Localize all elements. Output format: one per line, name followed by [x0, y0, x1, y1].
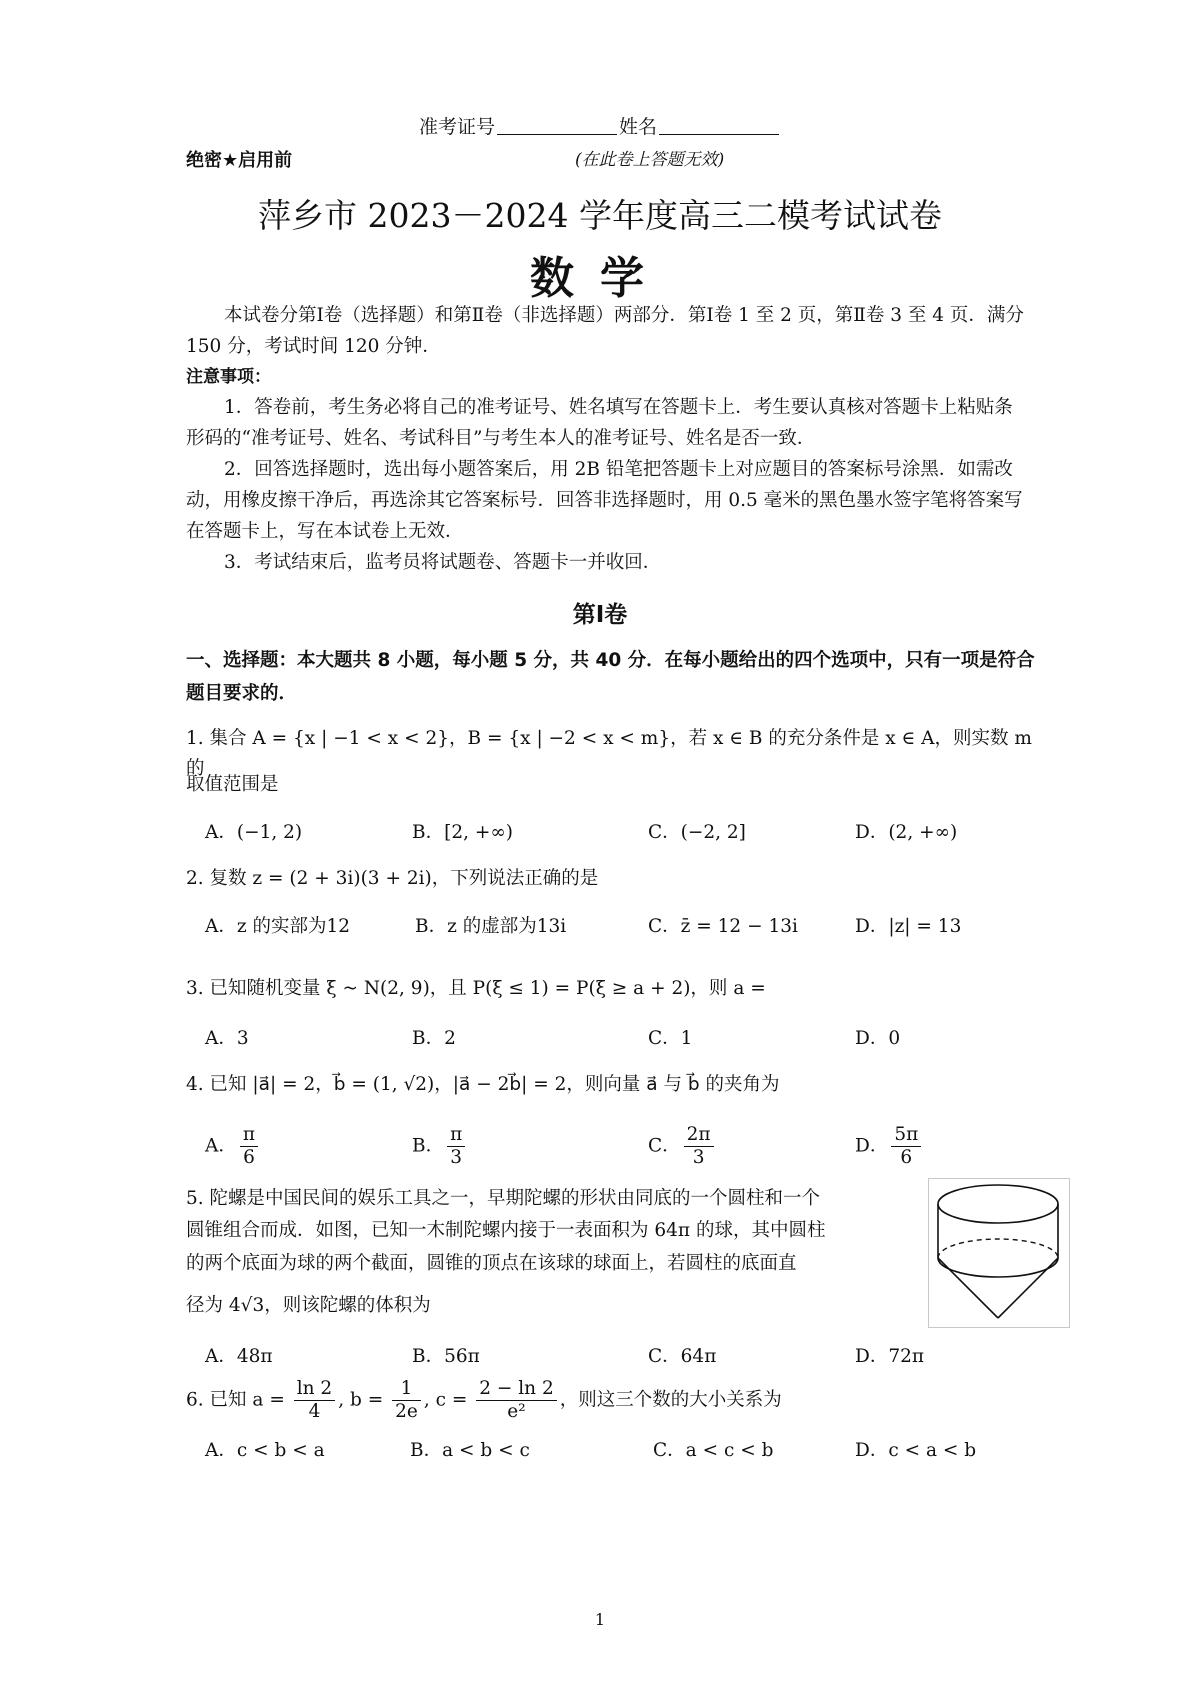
note-item-3: 3．考试结束后，监考员将试题卷、答题卡一并收回．	[224, 552, 662, 573]
option-b: B．56π	[412, 1346, 480, 1367]
note-item-2: 2．回答选择题时，选出每小题答案后，用 2B 铅笔把答题卡上对应题目的答案标号涂黑．如需改动，用橡皮擦干净后，再选涂其它答案标号．回答非选择题时，用 0.5 毫米的黑色墨水签字笔将答案写在答题卡上，写在本试卷上无效．	[186, 459, 1023, 542]
option-fraction	[447, 1124, 465, 1169]
stem-suffix: ，则这三个数的大小关系为	[559, 1389, 782, 1411]
cone-right-edge	[998, 1258, 1058, 1318]
question-3-stem: 3. 已知随机变量 ξ ~ N(2, 9)，且 P(ξ ≤ 1) = P(ξ ≥ a + 2)，则 a =	[186, 978, 766, 999]
option-c: C．64π	[648, 1346, 717, 1367]
b-label: , b =	[338, 1389, 384, 1411]
option-b: B．2	[412, 1028, 456, 1049]
option-label: C．	[648, 1135, 681, 1157]
question-6-stem	[186, 1378, 1036, 1423]
question-3-options	[205, 1024, 1035, 1056]
page-number: 1	[594, 1610, 606, 1629]
stem-prefix: 6. 已知 a =	[186, 1389, 285, 1411]
question-2-stem: 2. 复数 z = (2 + 3i)(3 + 2i)，下列说法正确的是	[186, 868, 599, 889]
option-c: C．a < c < b	[653, 1440, 774, 1461]
option-label: B．	[412, 1135, 445, 1157]
section-heading: 一、选择题：本大题共 8 小题，每小题 5 分，共 40 分．在每小题给出的四个选项中，只有一项是符合题目要求的．	[186, 650, 1035, 704]
fraction-b	[392, 1378, 421, 1423]
c-label: , c =	[423, 1389, 468, 1411]
spinning-top-figure	[928, 1178, 1070, 1328]
question-4-options	[205, 1124, 1035, 1180]
question-1-options	[205, 818, 1035, 850]
option-b: B．z 的虚部为13i	[415, 916, 567, 937]
option-d: D．c < a < b	[855, 1440, 977, 1461]
fraction-denominator: 2e	[395, 1401, 418, 1422]
fraction-numerator: 1	[392, 1378, 421, 1401]
name-label: 姓名	[619, 116, 658, 138]
option-a: A．48π	[205, 1346, 273, 1367]
fraction-numerator: ln 2	[294, 1378, 335, 1401]
cylinder-top	[938, 1185, 1058, 1223]
question-1-stem: 1. 集合 A = {x | −1 < x < 2}，B = {x | −2 < x < m}，若 x ∈ B 的充分条件是 x ∈ A，则实数 m 的	[186, 728, 1032, 779]
fraction-numerator: 2π	[684, 1124, 714, 1147]
option-d: D．72π	[855, 1346, 925, 1367]
question-5-options	[205, 1342, 1035, 1374]
question-1-stem-2: 取值范围是	[186, 774, 279, 795]
fraction-denominator: 4	[308, 1401, 321, 1422]
option-fraction	[684, 1124, 714, 1169]
subject-title: 数学	[530, 253, 670, 304]
option-label: A．	[205, 1135, 237, 1157]
option-a: A．(−1, 2)	[205, 822, 303, 843]
fraction-denominator: e²	[507, 1401, 526, 1422]
option-fraction	[891, 1124, 921, 1169]
question-4-stem: 4. 已知 |a⃗| = 2，b⃗ = (1, √2)，|a⃗ − 2b⃗| = 2，则向量 a⃗ 与 b⃗ 的夹角为	[186, 1074, 780, 1095]
option-d: D．|z| = 13	[855, 916, 962, 937]
fraction-a	[294, 1378, 335, 1423]
question-2-options	[205, 912, 1035, 944]
figure-frame	[929, 1179, 1070, 1328]
option-a	[205, 1124, 261, 1169]
id-blank	[497, 116, 617, 135]
question-6-options	[205, 1436, 1035, 1468]
option-d: D．(2, +∞)	[855, 822, 958, 843]
fraction-denominator: 6	[900, 1147, 913, 1168]
exam-title: 萍乡市 2023－2024 学年度高三二模考试试卷	[258, 196, 942, 235]
fraction-denominator: 6	[243, 1147, 255, 1168]
no-effect-note: (在此卷上答题无效)	[575, 150, 725, 170]
intro-paragraph: 本试卷分第Ⅰ卷（选择题）和第Ⅱ卷（非选择题）两部分．第Ⅰ卷 1 至 2 页，第Ⅱ卷 3 至 4 页．满分 150 分，考试时间 120 分钟．	[186, 305, 1024, 357]
option-fraction	[240, 1124, 258, 1169]
option-c: C．(−2, 2]	[648, 822, 746, 843]
question-5-stem-line-3: 的两个底面为球的两个截面，圆锥的顶点在该球的球面上，若圆柱的底面直	[186, 1253, 797, 1274]
cylinder-bottom-back	[938, 1239, 1058, 1258]
option-c: C．1	[648, 1028, 693, 1049]
id-label: 准考证号	[418, 116, 495, 138]
fraction-numerator: 2 − ln 2	[476, 1378, 557, 1401]
cone-left-edge	[938, 1258, 998, 1318]
option-d: D．0	[855, 1028, 901, 1049]
name-blank	[659, 116, 779, 135]
option-a: A．c < b < a	[205, 1440, 325, 1461]
option-b: B．a < b < c	[410, 1440, 530, 1461]
question-5-stem-line-4: 径为 4√3，则该陀螺的体积为	[186, 1295, 431, 1316]
fraction-numerator: π	[240, 1124, 258, 1147]
option-b	[412, 1124, 468, 1169]
fraction-numerator: π	[447, 1124, 465, 1147]
option-c: C．z̄ = 12 − 13i	[648, 916, 798, 937]
option-d	[855, 1124, 924, 1169]
secret-label: 绝密★启用前	[186, 150, 293, 171]
option-c	[648, 1124, 717, 1169]
fraction-denominator: 3	[692, 1147, 705, 1168]
option-label: D．	[855, 1135, 889, 1157]
notes-heading: 注意事项：	[186, 367, 271, 387]
fraction-c	[476, 1378, 557, 1423]
option-a: A．3	[205, 1028, 249, 1049]
fraction-denominator: 3	[450, 1147, 463, 1168]
cylinder-bottom-front	[938, 1258, 1058, 1277]
volume-title: 第Ⅰ卷	[572, 602, 628, 628]
question-5-stem-line-1: 5. 陀螺是中国民间的娱乐工具之一，早期陀螺的形状由同底的一个圆柱和一个	[186, 1188, 821, 1209]
option-b: B．[2, +∞)	[412, 822, 513, 843]
option-a: A．z 的实部为12	[205, 916, 351, 937]
question-5-stem-line-2: 圆锥组合而成．如图，已知一木制陀螺内接于一表面积为 64π 的球，其中圆柱	[186, 1220, 826, 1241]
candidate-info-line	[0, 112, 1200, 139]
note-item-1: 1．答卷前，考生务必将自己的准考证号、姓名填写在答题卡上．考生要认真核对答题卡上粘贴条形码的“准考证号、姓名、考试科目”与考生本人的准考证号、姓名是否一致．	[186, 397, 1013, 449]
fraction-numerator: 5π	[891, 1124, 921, 1147]
